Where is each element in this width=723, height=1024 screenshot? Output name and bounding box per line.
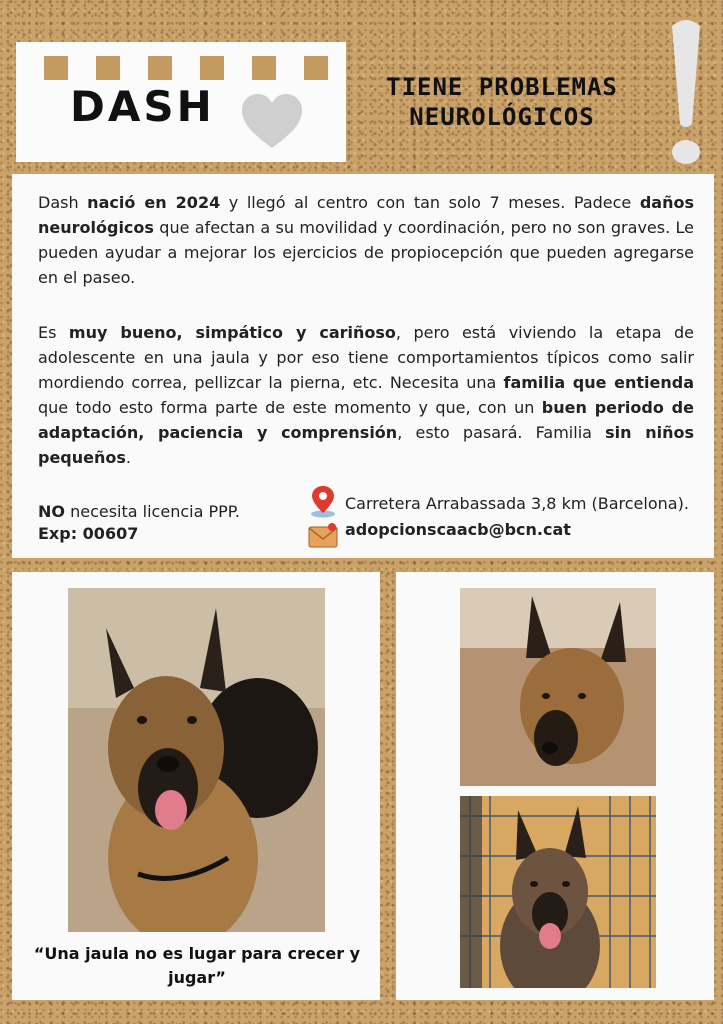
description-run: Es <box>38 323 69 342</box>
description-run: familia que entienda <box>503 373 694 392</box>
description-run: , pero está viviendo la etapa de adolescente en una jaula y por eso tiene comportamientos típicos como salir mordiendo correa, pellizcar la pierna, etc. Necesita una <box>38 323 695 392</box>
description-run: que todo esto forma parte de este momento y que, con un <box>38 398 542 417</box>
envelope-icon <box>308 522 338 548</box>
description-run: muy bueno, simpático y cariñoso <box>68 323 396 342</box>
description-run: nació en 2024 <box>87 193 221 212</box>
description-run: y llegó al centro con tan solo 7 meses. Padece <box>220 193 640 212</box>
description-run: que afectan a su movilidad y coordinación, pero no son graves. Le pueden ayudar a mejorar los ejercicios de propiocepción que pueden agregarse en el paseo. <box>38 218 694 287</box>
headline-line-1: TIENE PROBLEMAS <box>386 73 618 101</box>
exclamation-icon <box>666 16 706 166</box>
description-run: . <box>125 448 131 467</box>
dog-photo-main <box>68 588 325 932</box>
map-pin-icon <box>308 484 338 518</box>
description-run: sin niños pequeños <box>38 423 694 467</box>
description-card <box>12 174 714 558</box>
file-number: Exp: 00607 <box>38 524 139 543</box>
description-run: Dash <box>38 193 88 212</box>
description-run: daños neurológicos <box>38 193 694 237</box>
description-run: buen periodo de adaptación, paciencia y comprensión <box>38 398 694 442</box>
address-text: Carretera Arrabassada 3,8 km (Barcelona). <box>345 494 689 513</box>
description-paragraph-2 <box>38 320 694 470</box>
headline <box>352 72 652 132</box>
tape-decoration <box>200 56 224 80</box>
dog-photo-top <box>460 588 656 786</box>
tape-decoration <box>304 56 328 80</box>
dog-name: DASH <box>70 82 215 131</box>
description-paragraph-1 <box>38 190 694 290</box>
tape-decoration <box>96 56 120 80</box>
dog-photo-bottom <box>460 796 656 988</box>
licence-no: NO <box>38 502 65 521</box>
heart-icon <box>240 92 304 150</box>
secondary-photos-card <box>396 572 714 1000</box>
quote-caption: “Una jaula no es lugar para crecer y jugar” <box>33 944 361 987</box>
tape-decoration <box>252 56 276 80</box>
headline-line-2: NEUROLÓGICOS <box>409 103 595 131</box>
licence-info <box>38 499 240 524</box>
tape-decoration <box>44 56 68 80</box>
description-run: , esto pasará. Familia <box>397 423 606 442</box>
main-photo-card <box>12 572 380 1000</box>
tape-decoration <box>148 56 172 80</box>
licence-text: necesita licencia PPP. <box>65 502 240 521</box>
email-text[interactable]: adopcionscaacb@bcn.cat <box>345 520 571 539</box>
